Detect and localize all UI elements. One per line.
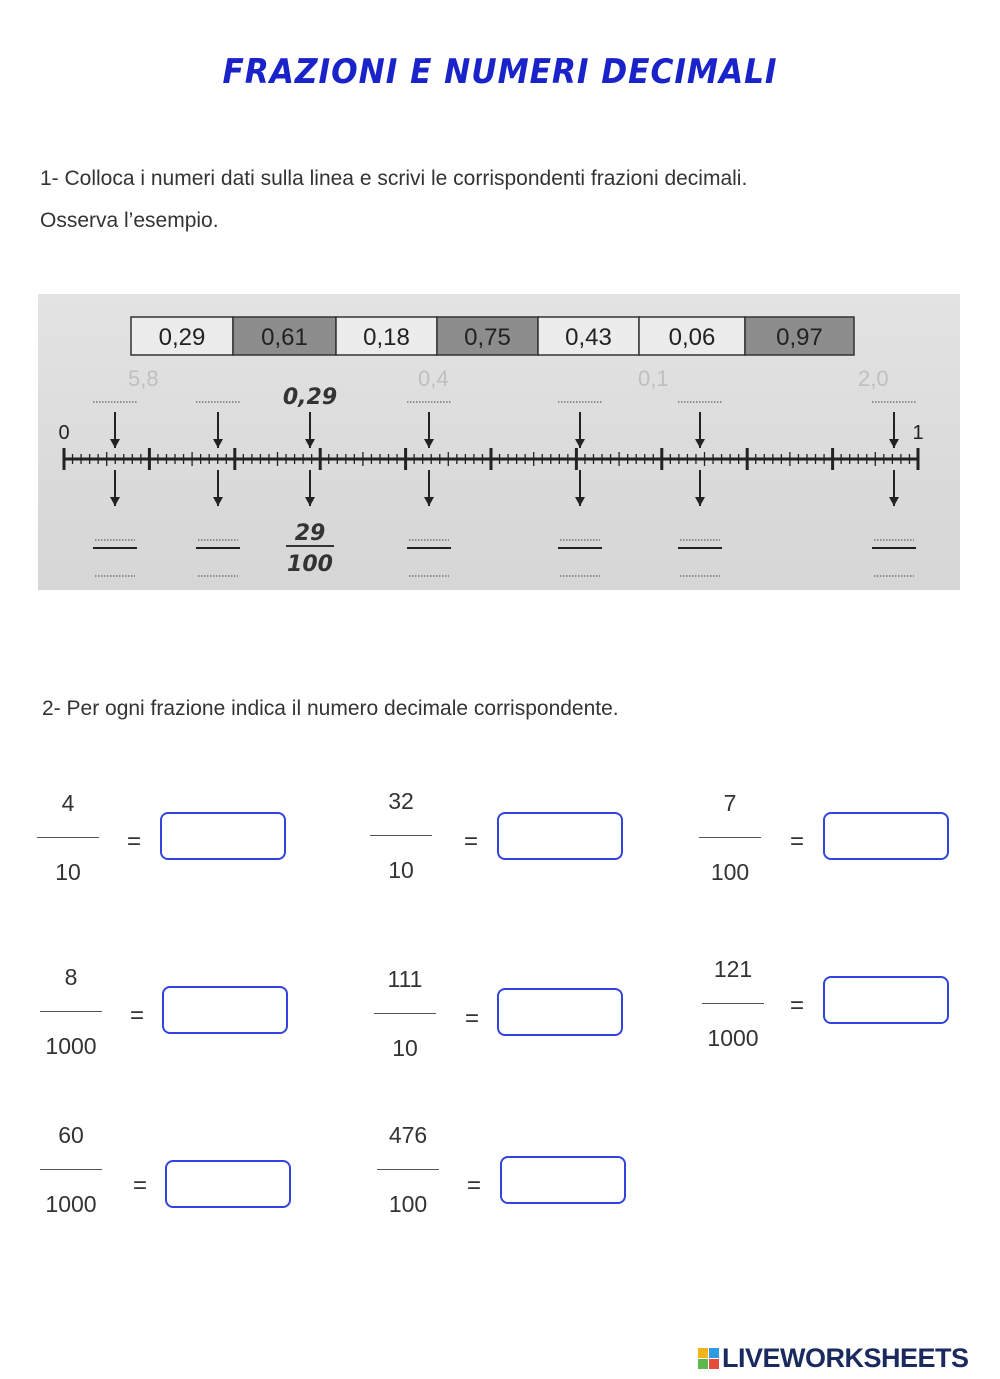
fraction-numerator: 4 [61, 790, 75, 816]
fraction-numerator: 7 [723, 790, 737, 816]
arrow-head [889, 439, 899, 448]
arrow-head [213, 497, 223, 506]
liveworksheets-logo [698, 1340, 969, 1376]
arrow-head [424, 497, 434, 506]
fraction-bar [37, 837, 99, 838]
arrow-head [110, 497, 120, 506]
exercise2-instruction: 2- Per ogni frazione indica il numero decimale corrispondente. [42, 697, 619, 720]
fraction [695, 788, 765, 887]
equals-sign: = [790, 828, 805, 855]
background-show-through: 0,1 [638, 366, 669, 391]
background-show-through: 5,8 [128, 366, 159, 391]
fraction-numerator: 111 [387, 966, 423, 992]
fraction [698, 954, 768, 1053]
arrow-head [575, 497, 585, 506]
arrow-head [575, 439, 585, 448]
exercise1-note: Osserva l’esempio. [40, 209, 219, 232]
number-box-label: 0,29 [158, 324, 206, 351]
number-box-label: 0,18 [363, 324, 410, 351]
fraction [36, 962, 106, 1061]
equals-sign: = [790, 992, 805, 1019]
fraction-bar [702, 1003, 764, 1004]
fraction-numerator: 121 [713, 956, 753, 982]
arrow-head [305, 439, 315, 448]
decimal-answer-box[interactable] [497, 988, 623, 1036]
arrow-head [695, 439, 705, 448]
page-title: FRAZIONI E NUMERI DECIMALI [222, 52, 778, 92]
number-box-label: 0,75 [464, 324, 511, 351]
fraction-numerator: 476 [388, 1122, 428, 1148]
example-denominator: 100 [287, 552, 333, 577]
line-start-label: 0 [58, 422, 70, 444]
background-show-through: 2,0 [858, 366, 889, 391]
fraction-denominator: 10 [388, 857, 414, 883]
equals-sign: = [127, 828, 142, 855]
fraction-numerator: 32 [388, 788, 414, 814]
line-end-label: 1 [912, 422, 924, 444]
example-decimal: 0,29 [282, 385, 338, 410]
decimal-answer-box[interactable] [162, 986, 288, 1034]
decimal-answer-box[interactable] [500, 1156, 626, 1204]
fraction-denominator: 100 [710, 859, 750, 885]
equals-sign: = [133, 1172, 148, 1199]
decimal-answer-box[interactable] [160, 812, 286, 860]
fraction-bar [40, 1169, 102, 1170]
decimal-answer-box[interactable] [165, 1160, 291, 1208]
fraction-numerator: 8 [64, 964, 78, 990]
fraction-denominator: 10 [392, 1035, 418, 1061]
equals-sign: = [465, 1005, 480, 1032]
equals-sign: = [464, 828, 479, 855]
arrow-head [305, 497, 315, 506]
logo-icon [698, 1348, 719, 1369]
decimal-answer-box[interactable] [497, 812, 623, 860]
fraction-denominator: 1000 [45, 1033, 97, 1059]
fraction [370, 964, 440, 1063]
fraction [373, 1120, 443, 1219]
fraction [36, 1120, 106, 1219]
arrow-head [889, 497, 899, 506]
fraction-bar [699, 837, 761, 838]
logo-text: LIVEWORKSHEETS [722, 1342, 969, 1373]
fraction-denominator: 1000 [707, 1025, 759, 1051]
fraction-denominator: 10 [55, 859, 81, 885]
example-numerator: 29 [294, 521, 326, 546]
number-box-label: 0,61 [261, 324, 308, 351]
decimal-answer-box[interactable] [823, 976, 949, 1024]
fraction-bar [377, 1169, 439, 1170]
equals-sign: = [467, 1172, 482, 1199]
fraction [366, 786, 436, 885]
fraction-numerator: 60 [58, 1122, 84, 1148]
fraction-bar [374, 1013, 436, 1014]
exercise1-instruction: 1- Colloca i numeri dati sulla linea e scrivi le corrispondenti frazioni decimali. [40, 167, 748, 190]
number-box-label: 0,43 [565, 324, 612, 351]
arrow-head [213, 439, 223, 448]
decimal-answer-box[interactable] [823, 812, 949, 860]
arrow-head [695, 497, 705, 506]
number-line-image [38, 294, 960, 590]
background-show-through: 0,4 [418, 366, 449, 391]
fraction-bar [40, 1011, 102, 1012]
arrow-head [110, 439, 120, 448]
arrow-head [424, 439, 434, 448]
fraction-bar [370, 835, 432, 836]
number-box-label: 0,97 [776, 324, 823, 351]
fraction-denominator: 100 [388, 1191, 428, 1217]
equals-sign: = [130, 1002, 145, 1029]
fraction [33, 788, 103, 887]
fraction-denominator: 1000 [45, 1191, 97, 1217]
number-box-label: 0,06 [668, 324, 716, 351]
